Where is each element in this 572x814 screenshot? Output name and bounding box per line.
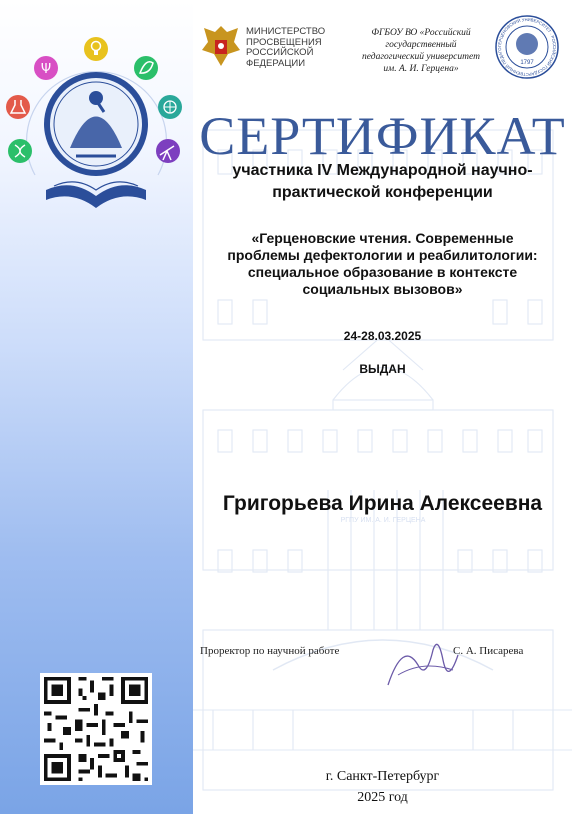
conference-dates: 24-28.03.2025 xyxy=(343,329,422,343)
dna-icon xyxy=(8,139,32,163)
eagle-coat-of-arms-icon xyxy=(200,22,242,68)
flask-icon xyxy=(6,95,30,119)
seal-year: 1797 xyxy=(520,60,534,66)
university-seal-icon xyxy=(494,14,560,80)
conference-line: «Герценовские чтения. Современные xyxy=(251,230,514,246)
issued-label: ВЫДАН xyxy=(359,362,406,376)
conference-emblem xyxy=(0,0,193,240)
telescope-icon xyxy=(156,139,180,163)
psi-icon xyxy=(34,56,58,80)
subtitle-line: практической конференции xyxy=(272,184,493,201)
handwritten-signature xyxy=(378,630,468,700)
university-building-illustration xyxy=(193,110,572,814)
signer-name: С. А. Писарева xyxy=(453,645,524,657)
participant-subtitle xyxy=(193,160,572,204)
lightbulb-icon xyxy=(84,37,108,61)
seal-text: ГЕРЦЕНОВСКИЙ УНИВЕРСИТЕТ · РОССИЙСКИЙ ГОСУДАРСТВЕННЫЙ ПЕДАГО xyxy=(496,16,558,78)
university-name: ФГБОУ ВО «Российский государственный педагогический университет им. А. И. Герцена» xyxy=(362,28,480,74)
city: г. Санкт-Петербург xyxy=(325,769,440,784)
qr-code-icon xyxy=(40,673,152,785)
conference-line: социальных вызовов» xyxy=(302,281,463,297)
leaf-icon xyxy=(134,56,158,80)
book-icon xyxy=(46,182,146,208)
conference-line: специальное образование в контексте xyxy=(247,264,518,280)
svg-text:Ψ: Ψ xyxy=(40,62,52,77)
conference-title xyxy=(193,230,572,298)
globe-icon xyxy=(158,95,182,119)
fence xyxy=(193,710,572,750)
pelican-emblem-icon xyxy=(44,72,148,176)
signer-position: Проректор по научной работе xyxy=(200,645,340,657)
recipient-name: Григорьева Ирина Алексеевна xyxy=(222,492,543,515)
ministry-name: МИНИСТЕРСТВО ПРОСВЕЩЕНИЯ РОССИЙСКОЙ ФЕДЕРАЦИИ xyxy=(246,26,326,69)
certificate-title: СЕРТИФИКАТ xyxy=(199,106,566,166)
conference-line: проблемы дефектологии и реабилитологии: xyxy=(227,247,538,263)
subtitle-line: участника IV Международной научно- xyxy=(232,162,533,179)
year: 2025 год xyxy=(357,790,408,805)
building-sign: РГПУ ИМ. А. И. ГЕРЦЕНА xyxy=(340,517,426,524)
